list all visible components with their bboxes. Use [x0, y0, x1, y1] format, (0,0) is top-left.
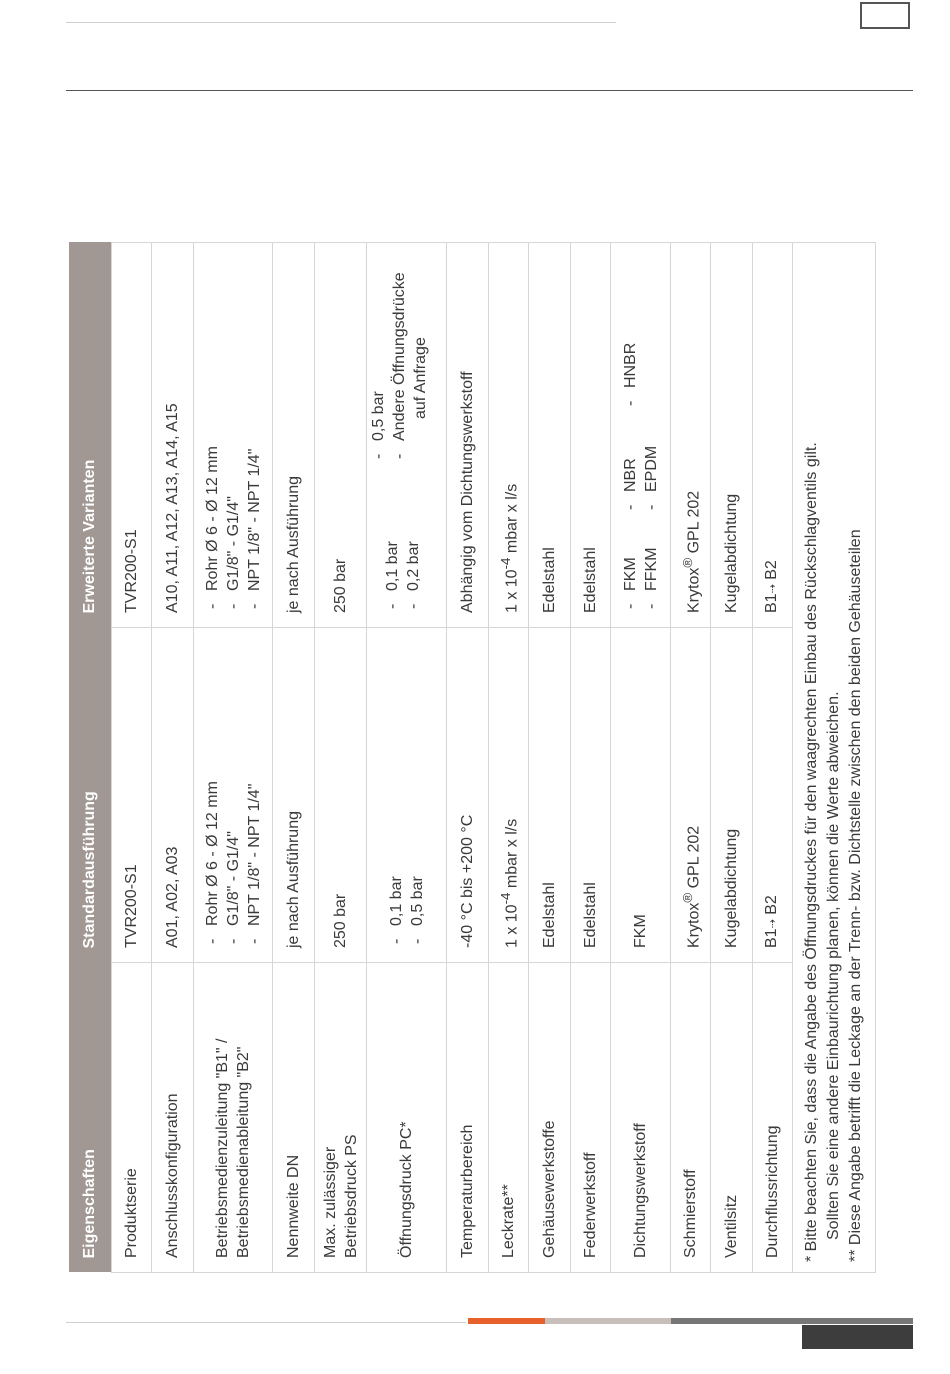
table-row: [447, 243, 489, 1273]
table-row: [671, 243, 711, 1273]
table-row: [489, 243, 529, 1273]
cell-ext: 250 bar: [315, 243, 367, 628]
footer-accent-orange: [468, 1318, 545, 1324]
table-row: [194, 243, 273, 1273]
cell-ext: [753, 243, 793, 628]
cell-std: [753, 628, 793, 963]
registered-mark: ®: [679, 892, 695, 903]
table-row: [571, 243, 611, 1273]
table-row: [315, 243, 367, 1273]
cell-ext: Kugelabdichtung: [711, 243, 753, 628]
list-item: - Rohr Ø 6 - Ø 12 mm: [202, 257, 223, 613]
list-item: - G1/8" - G1/4": [223, 642, 244, 948]
footnote-2: ** Diese Angabe betrifft die Leckage an der Trenn- bzw. Dichtstelle zwischen den beiden Gehäuseteilen: [847, 529, 864, 1262]
cell-ext: Edelstahl: [529, 243, 571, 628]
cell-std: [367, 628, 447, 963]
cell-std: [194, 628, 273, 963]
table-header-row: [69, 243, 112, 1273]
list-item: - EPDM: [641, 434, 662, 514]
footnotes: [793, 243, 876, 1273]
list-item: - NBR: [620, 434, 641, 514]
prop-line: Betriebsmedienableitung "B2": [235, 1046, 252, 1258]
cell-prop: Leckrate**: [489, 963, 529, 1273]
list-item: - HNBR: [620, 343, 641, 410]
top-divider-short: [66, 22, 616, 23]
cell-prop: Temperaturbereich: [447, 963, 489, 1273]
flow-from: B1: [763, 593, 780, 613]
list-item: - 0,1 bar: [386, 642, 407, 948]
flow-arrow-icon: ⇢: [767, 919, 779, 929]
leak-pre: 1 x 10: [503, 904, 521, 948]
leak-post: mbar x l/s: [503, 818, 521, 893]
header-eigenschaften: Eigenschaften: [69, 963, 112, 1273]
flow-to: B2: [763, 560, 780, 585]
cell-prop: Dichtungswerkstoff: [611, 963, 671, 1273]
flow-from: B1: [763, 928, 780, 948]
cell-std: Edelstahl: [529, 628, 571, 963]
registered-mark: ®: [679, 557, 695, 568]
cell-prop: [315, 963, 367, 1273]
page-number-box: [802, 1325, 913, 1349]
specification-table-rotated: [69, 243, 872, 1273]
footer-accent-light: [545, 1318, 671, 1324]
cell-ext: [611, 243, 671, 628]
list-item: - FKM: [620, 538, 641, 613]
table-row: [611, 243, 671, 1273]
leak-pre: 1 x 10: [503, 569, 521, 613]
top-divider: [66, 90, 913, 91]
cell-prop: Federwerkstoff: [571, 963, 611, 1273]
cell-std: TVR200-S1: [112, 628, 152, 963]
cell-std: je nach Ausführung: [273, 628, 315, 963]
table-row: [753, 243, 793, 1273]
cell-std: [489, 628, 529, 963]
table-row: [529, 243, 571, 1273]
table-row: [711, 243, 753, 1273]
cell-prop: Nennweite DN: [273, 963, 315, 1273]
list-item: - 0,2 bar: [403, 493, 424, 613]
table-row: [152, 243, 194, 1273]
leak-exp: -4: [497, 557, 513, 570]
cell-ext: TVR200-S1: [112, 243, 152, 628]
cell-prop: Anschlusskonfiguration: [152, 963, 194, 1273]
cell-prop: Produktserie: [112, 963, 152, 1273]
table-row: [367, 243, 447, 1273]
cell-ext: [367, 243, 447, 628]
cell-ext: Abhängig vom Dichtungswerkstoff: [447, 243, 489, 628]
cell-prop: Ventilsitz: [711, 963, 753, 1273]
cell-std: A01, A02, A03: [152, 628, 194, 963]
cell-ext: A10, A11, A12, A13, A14, A15: [152, 243, 194, 628]
header-standard: Standardausführung: [69, 628, 112, 963]
footer-accent-dark: [671, 1318, 913, 1324]
list-item: - G1/8" - G1/4": [223, 257, 244, 613]
header-erweitert: Erweiterte Varianten: [69, 243, 112, 628]
list-item: - FFKM: [641, 538, 662, 613]
lube-name: Krytox: [685, 902, 703, 948]
cell-std: FKM: [611, 628, 671, 963]
cell-prop: [194, 963, 273, 1273]
cell-ext: [671, 243, 711, 628]
table-row: [273, 243, 315, 1273]
cell-std: [671, 628, 711, 963]
cell-std: -40 °C bis +200 °C: [447, 628, 489, 963]
cell-ext: [194, 243, 273, 628]
list-item-continuation: auf Anfrage: [412, 337, 429, 419]
cell-prop: Gehäusewerkstoffe: [529, 963, 571, 1273]
list-item: - Rohr Ø 6 - Ø 12 mm: [202, 642, 223, 948]
list-item: - 0,5 bar: [407, 642, 428, 948]
list-item: - 0,5 bar: [368, 272, 389, 463]
bottom-divider: [66, 1322, 466, 1323]
prop-line: Betriebsdruck PS: [342, 1134, 360, 1258]
cell-ext: Edelstahl: [571, 243, 611, 628]
leak-exp: -4: [497, 892, 513, 905]
cell-prop: Durchflussrichtung: [753, 963, 793, 1273]
flow-arrow-icon: ⇢: [767, 584, 779, 594]
cell-std: Edelstahl: [571, 628, 611, 963]
table-row: [112, 243, 152, 1273]
list-item: - Andere Öffnungsdrücke: [389, 272, 410, 463]
footnote-1-continued: Sollten Sie eine andere Einbaurichtung planen, können die Werte abweichen.: [825, 691, 842, 1240]
cell-ext: [489, 243, 529, 628]
flow-to: B2: [763, 895, 780, 920]
specification-table: [69, 242, 876, 1273]
cell-prop: Schmierstoff: [671, 963, 711, 1273]
cell-prop: Öffnungsdruck PC*: [367, 963, 447, 1273]
list-item: - NPT 1/8" - NPT 1/4": [244, 642, 265, 948]
cell-std: 250 bar: [315, 628, 367, 963]
lube-grade: GPL 202: [685, 825, 703, 893]
page-marker-box: [860, 2, 910, 29]
prop-line: Betriebsmedienzuleitung "B1" /: [214, 1038, 231, 1258]
leak-post: mbar x l/s: [503, 483, 521, 558]
cell-std: Kugelabdichtung: [711, 628, 753, 963]
list-item: - NPT 1/8" - NPT 1/4": [244, 257, 265, 613]
prop-line: Max. zulässiger: [321, 1146, 339, 1258]
list-item: - 0,1 bar: [382, 493, 403, 613]
lube-grade: GPL 202: [685, 490, 703, 558]
lube-name: Krytox: [685, 567, 703, 613]
cell-ext: je nach Ausführung: [273, 243, 315, 628]
footnote-row: [793, 243, 876, 1273]
footnote-1: * Bitte beachten Sie, dass die Angabe des Öffnungsdruckes für den waagrechten Einbau des Rückschlagventils gilt.: [803, 442, 820, 1262]
